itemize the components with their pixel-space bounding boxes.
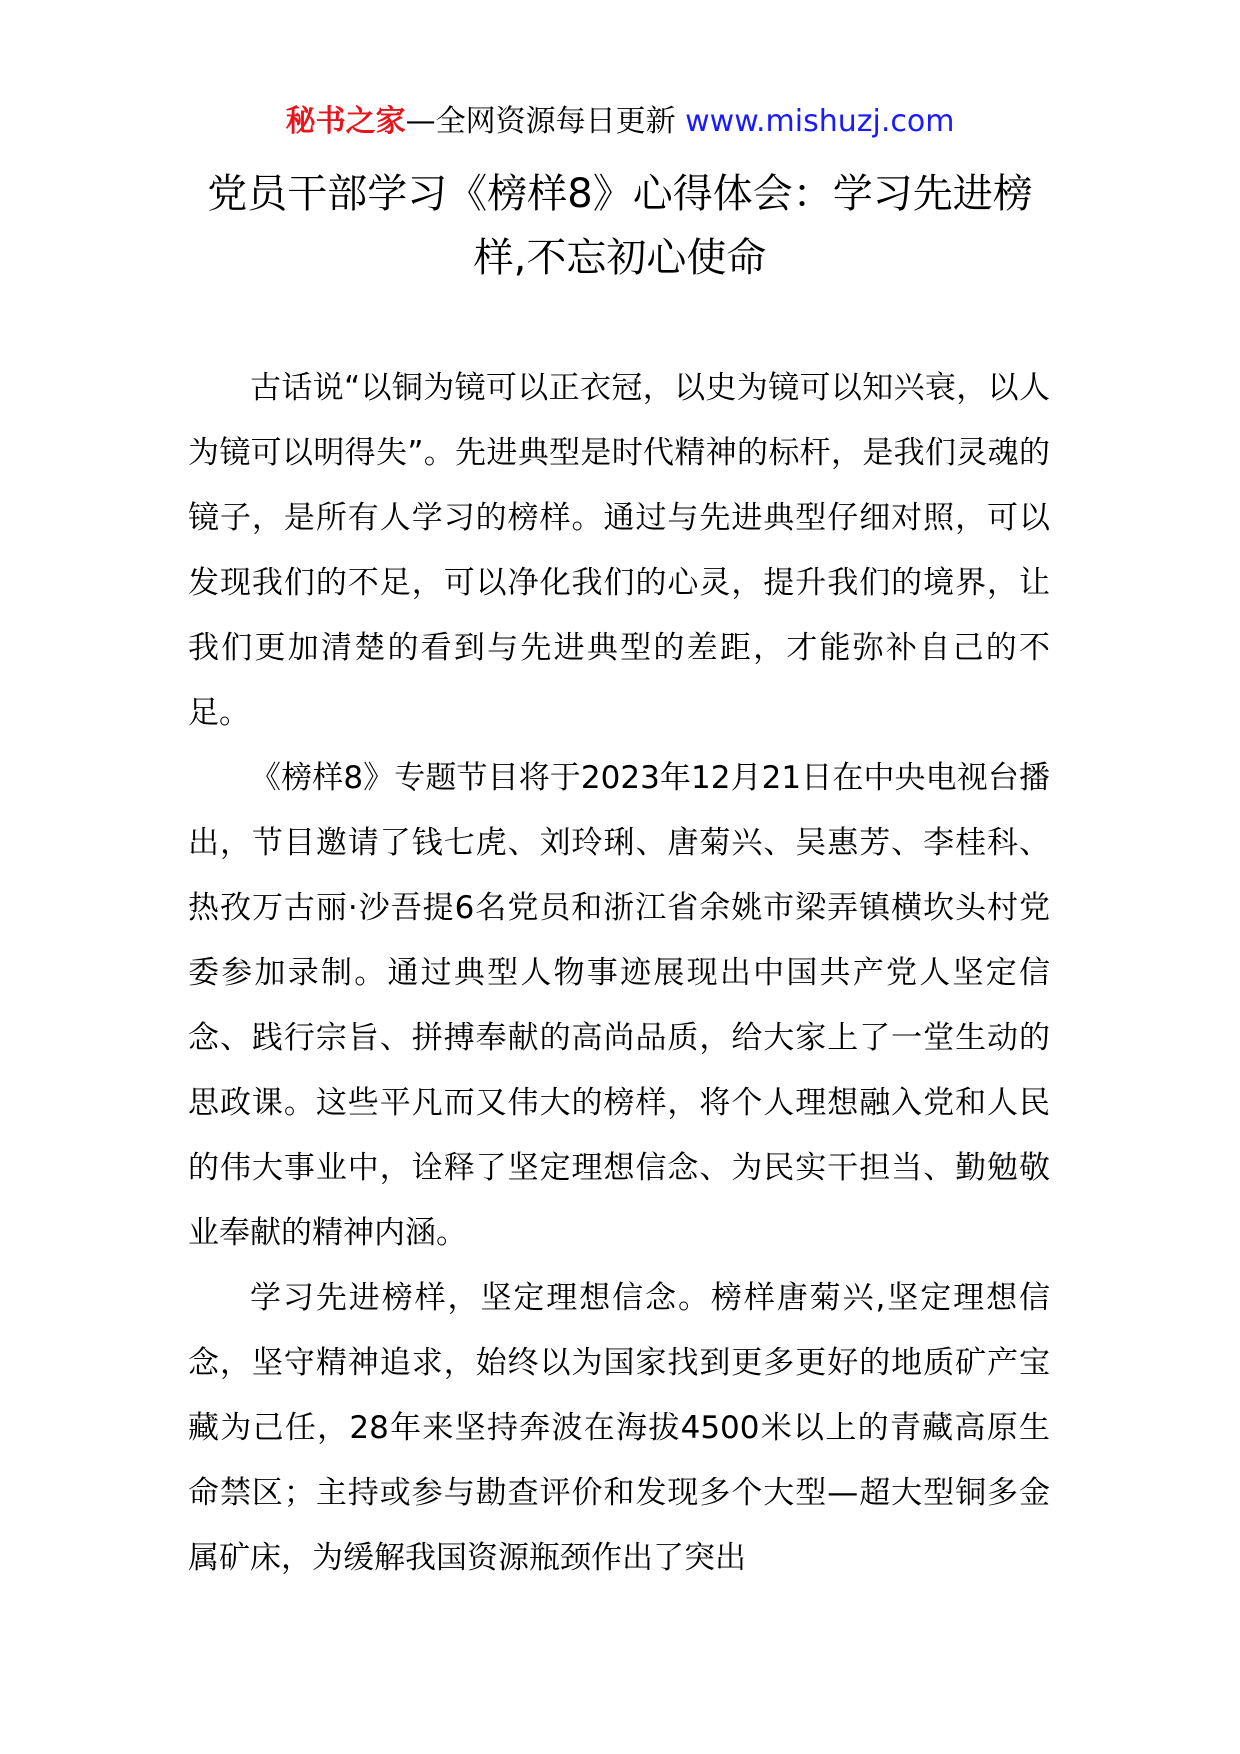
site-url-link[interactable]: www.mishuzj.com [685,104,955,139]
site-brand: 秘书之家 [285,104,406,139]
site-header [0,100,1240,144]
paragraph-2: 《榜样8》专题节目将于2023年12月21日在中央电视台播出，节目邀请了钱七虎、刘玲琍、唐菊兴、吴惠芳、李桂科、热孜万古丽·沙吾提6名党员和浙江省余姚市梁弄镇横坎头村党委参加录制。通过典型人物事迹展现出中国共产党人坚定信念、践行宗旨、拼搏奉献的高尚品质，给大家上了一堂生动的思政课。这些平凡而又伟大的榜样，将个人理想融入党和人民的伟大事业中，诠释了坚定理想信念、为民实干担当、勤勉敬业奉献的精神内涵。 [188,760,1050,1251]
document-body [188,356,1050,1591]
paragraph-3: 学习先进榜样，坚定理想信念。榜样唐菊兴,坚定理想信念，坚守精神追求，始终以为国家找到更多更好的地质矿产宝藏为己任，28年来坚持奔波在海拔4500米以上的青藏高原生命禁区；主持或参与勘查评价和发现多个大型—超大型铜多金属矿床，为缓解我国资源瓶颈作出了突出 [188,1280,1050,1576]
document-title: 党员干部学习《榜样8》心得体会：学习先进榜样,不忘初心使命 [207,171,1033,281]
site-slogan: —全网资源每日更新 [405,104,676,139]
paragraph-1: 古话说“以铜为镜可以正衣冠，以史为镜可以知兴衰，以人为镜可以明得失”。先进典型是时代精神的标杆，是我们灵魂的镜子，是所有人学习的榜样。通过与先进典型仔细对照，可以发现我们的不足，可以净化我们的心灵，提升我们的境界，让我们更加清楚的看到与先进典型的差距，才能弥补自己的不足。 [188,370,1050,731]
